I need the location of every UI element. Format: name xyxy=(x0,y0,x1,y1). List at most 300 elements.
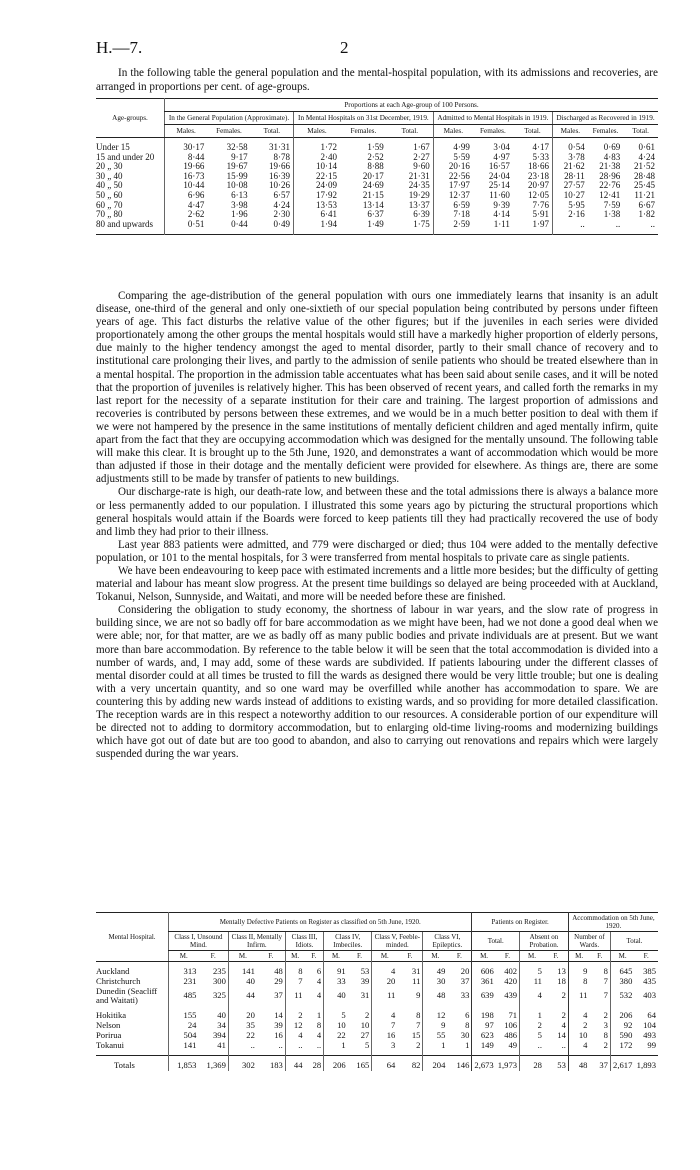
age-table-cell: 1·11 xyxy=(493,218,510,229)
age-table-cell: 4·14 xyxy=(493,209,510,220)
hospital-table-cell: 2 xyxy=(568,1021,589,1031)
hospital-table-cell: 11 xyxy=(568,987,589,1007)
age-table-cell: 4·47 xyxy=(165,201,208,211)
hospital-name: Hokitika xyxy=(96,1010,127,1021)
hospital-table-cell: 639 xyxy=(472,987,496,1007)
age-group-label: 60 „ 70 xyxy=(96,199,123,210)
hospital-table-cell: 18 xyxy=(557,975,566,986)
hospital-name: Dunedin (Seacliff and Waitati) xyxy=(96,985,158,1006)
hospital-table-cell: 4 xyxy=(316,990,322,1001)
hospital-table-cell: 504 xyxy=(169,1031,199,1041)
female-column-header: F. xyxy=(597,952,603,960)
hospital-table-cell: 486 xyxy=(504,1029,518,1040)
hospital-table-cell: 12 xyxy=(285,1021,304,1031)
age-table-cell: 28·11 xyxy=(553,172,588,182)
hospital-table-cell: 16 xyxy=(372,1031,398,1041)
hospital-table-cell: 420 xyxy=(504,975,518,986)
hospital-row xyxy=(96,1031,658,1041)
hospital-table-cell: 91 xyxy=(324,967,348,977)
age-table-cell: 2·30 xyxy=(273,209,290,220)
hospital-table-cell: 104 xyxy=(643,1019,656,1030)
hospital-table-cell: 11 xyxy=(412,975,421,986)
hospital-table-cell: .. xyxy=(561,1039,566,1050)
hospital-row xyxy=(96,967,658,977)
age-table-cell: 1·75 xyxy=(413,218,430,229)
hospital-table-cell: 48 xyxy=(423,987,447,1007)
age-group-label: 40 „ 50 xyxy=(96,180,123,191)
age-table-sub-header: Males. xyxy=(433,125,473,138)
hospital-table-cell: 385 xyxy=(643,966,656,976)
age-table-cell: 3·98 xyxy=(231,199,248,210)
hospital-table-cell: 623 xyxy=(472,1031,496,1041)
age-table-cell: 22·15 xyxy=(294,172,340,182)
hospital-table-cell: 53 xyxy=(557,1060,566,1071)
age-table-sub-header: Females. xyxy=(592,127,619,135)
age-table-cell: 5·59 xyxy=(433,153,473,163)
hospital-table-cell: 532 xyxy=(610,987,634,1007)
hospital-table-cell: 493 xyxy=(643,1029,656,1040)
hospital-table-cell: 41 xyxy=(217,1039,226,1050)
age-table-cell: 15·99 xyxy=(226,170,248,181)
age-table-cell: 9·39 xyxy=(493,199,510,210)
hospital-table-cell: 380 xyxy=(610,977,634,987)
age-table-cell: 9·60 xyxy=(413,161,430,172)
age-table-cell: 4·99 xyxy=(433,143,473,153)
hospital-table-cell: 28 xyxy=(520,1061,544,1071)
age-table-cell: 8·88 xyxy=(367,161,384,172)
male-column-header: M. xyxy=(372,951,398,962)
hospital-table-cell: 590 xyxy=(610,1031,634,1041)
age-table-cell: 20·97 xyxy=(528,180,549,191)
hospital-row xyxy=(96,1021,658,1031)
male-column-header: M. xyxy=(472,951,496,962)
register-total-header: Total. xyxy=(472,932,520,951)
age-table-cell: 24·04 xyxy=(488,170,510,181)
hospital-row xyxy=(96,1041,658,1051)
age-table-cell: 1·67 xyxy=(413,142,430,152)
age-table-sub-header: Total. xyxy=(263,127,281,135)
female-column-header: F. xyxy=(643,952,649,960)
age-table-cell: 11·60 xyxy=(489,189,510,200)
hospital-table-cell: 48 xyxy=(568,1061,589,1071)
hospital-table-cell: 394 xyxy=(213,1029,226,1040)
age-table-cell: 19·66 xyxy=(165,162,208,172)
hospital-name: Porirua xyxy=(96,1029,122,1040)
class-header: Class I, Unsound Mind. xyxy=(169,932,229,951)
hospital-table-cell: 1,973 xyxy=(497,1060,518,1071)
hospital-table-cell: 9 xyxy=(423,1021,447,1031)
age-group-label: Under 15 xyxy=(96,142,130,152)
hospital-table-cell: 300 xyxy=(213,975,226,986)
age-table-cell: 2·52 xyxy=(367,151,384,162)
hospital-table-cell: .. xyxy=(228,1041,256,1051)
hospital-classification-table xyxy=(96,912,658,1071)
hospital-table-cell: 33 xyxy=(460,990,470,1001)
hospital-table-cell: 37 xyxy=(460,975,470,986)
age-table-cell: 8·78 xyxy=(273,151,290,162)
hospital-table-cell: 9 xyxy=(416,990,421,1001)
age-table-cell: 23·18 xyxy=(528,170,549,181)
age-table-row xyxy=(96,220,658,230)
age-table-cell: 28·48 xyxy=(634,170,655,181)
age-table-cell: 6·96 xyxy=(165,191,208,201)
hospital-table-cell: 485 xyxy=(169,987,199,1007)
hospital-table-cell: 141 xyxy=(228,967,256,977)
paragraph: Comparing the age-distribution of the general population with ours one immediately learns that insanity is an adult disease, one-third of the general and only one-sixtieth of our special population being contributed by persons under fifteen years of age. This fact disturbs the relative value of the other figures; but if the juveniles in each series were divided proportionately among the other groups the mental hospitals would still have a markedly higher proportion of elderly persons, due mainly to the higher tendency amongst the aged to mental disorder, partly to their small chance of recovery and to institutional care prolonging their lives, and partly to the admission of senile patients who should be treated elsewhere than in a mental hospital. The proportion in the admission table accentuates what has been said about senile cases, and it will be noted that the proportion of juveniles is relatively higher. This has been observed of recent years, and called forth the remarks in my last report for the necessity of a separate institution for their care and training. The largest proportion of admissions and recoveries is contributed by persons between these extremes, and we would be in a much better position to deal with them if we were not hampered by the presence in the same institutions of mentally deficient children and aged mentally infirm, quite apart from the fact that they are occupying accommodation which was designed for the mentally unsound. The following table will make this clear. It is brought up to the 5th June, 1920, and demonstrates a want of accommodation which would be more than adjusted if those in their dotage and the mentally deficient were provided for elsewhere. As things are, there are some adjustments still to be made by transfer of patients to new buildings. xyxy=(96,290,658,486)
hospital-table-cell: .. xyxy=(520,1041,544,1051)
hospital-table-cell: 7 xyxy=(372,1021,398,1031)
age-table-cell: 21·38 xyxy=(599,161,621,172)
age-table-group-header: Admitted to Mental Hospitals in 1919. xyxy=(433,112,552,125)
hospital-table-cell: 30 xyxy=(460,1029,470,1040)
hospital-table-cell: 2 xyxy=(285,1011,304,1021)
age-table-cell: .. xyxy=(615,218,621,229)
hospital-table-cell: 4 xyxy=(372,1011,398,1021)
age-table-cell: .. xyxy=(553,220,588,230)
hospital-table-cell: 53 xyxy=(360,966,370,976)
age-table-cell: 21·62 xyxy=(553,162,588,172)
age-table-sub-header: Males. xyxy=(553,125,588,138)
age-table-cell: 30·17 xyxy=(165,143,208,153)
hospital-table-cell: 146 xyxy=(456,1060,470,1071)
age-table-cell: 17·97 xyxy=(433,181,473,191)
hospital-table-cell: 10 xyxy=(568,1031,589,1041)
age-table-cell: 25·45 xyxy=(634,180,655,191)
hospital-table-cell: 403 xyxy=(643,990,656,1001)
hospital-table-cell: 149 xyxy=(472,1041,496,1051)
hospital-table-cell: 235 xyxy=(213,966,226,976)
hospital-table-cell: 3 xyxy=(603,1019,608,1030)
hospital-table-cell: 10 xyxy=(360,1019,370,1030)
age-table-cell: 5·91 xyxy=(532,209,549,220)
hospital-table-cell: 172 xyxy=(610,1041,634,1051)
age-table-cell: 21·15 xyxy=(362,189,384,200)
hospital-table-cell: 8 xyxy=(465,1019,470,1030)
age-table-cell: 6·39 xyxy=(413,209,430,220)
age-table-sub-header: Females. xyxy=(480,127,506,135)
defective-patients-header: Mentally Defective Patients on Register as classified on 5th June, 1920. xyxy=(169,913,472,932)
male-column-header: M. xyxy=(285,951,304,962)
hospital-table-cell: 49 xyxy=(508,1039,518,1050)
male-column-header: M. xyxy=(610,951,634,962)
age-table-cell: 7·59 xyxy=(603,199,621,210)
age-table-cell: 10·14 xyxy=(294,162,340,172)
paragraph: Considering the obligation to study economy, the shortness of labour in war years, and the slow rate of progress in building since, we are not so badly off for bare accommodation as we might have been, had we not done a good deal when we were able; nor, for that matter, are we as badly off as many public bodies and private individuals are at present. But we want more than bare accommodation. By reference to the table below it will be seen that the total accommodation is divided into a number of wards, and, I may add, some of these wards are subdivided. If patients labouring under the different classes of mental disorder could at all times be trusted to fill the wards as designed there would be very little trouble; but one is dealing with a very uncertain quantity, and so one ward may be overfilled while another has accommodation to spare. We are countering this by adding new wards instead of additions to existing wards, and so providing for more detailed classification. The reception wards are in this respect a noteworthy addition to our resources. A considerable portion of our expenditure will be directed not to adding to dormitory accommodation, but to enlarging old-time living-rooms and modernizing buildings which have got out of date but are too good to abandon, and also to carrying out renovations and repairs which were largely suspended during the war years. xyxy=(96,604,658,761)
age-table-cell: 0·49 xyxy=(273,218,290,229)
age-table-cell: 2·62 xyxy=(165,210,208,220)
accommodation-total-header: Total. xyxy=(610,932,658,951)
age-table-cell: 12·41 xyxy=(599,189,621,200)
male-column-header: M. xyxy=(169,951,199,962)
hospital-table-cell: 183 xyxy=(269,1060,283,1071)
hospital-table-cell: 402 xyxy=(504,966,518,976)
age-table-cell: .. xyxy=(650,218,655,229)
hospital-table-cell: 3 xyxy=(372,1041,398,1051)
female-column-header: F. xyxy=(268,952,274,960)
male-column-header: M. xyxy=(568,951,589,962)
hospital-table-cell: 39 xyxy=(274,1019,283,1030)
hospital-table-cell: 11 xyxy=(285,987,304,1007)
hospital-table-cell: 8 xyxy=(316,1019,322,1030)
hospital-table-cell: 33 xyxy=(324,977,348,987)
age-table-cell: 1·96 xyxy=(231,209,248,220)
hospital-table-cell: 435 xyxy=(643,975,656,986)
hospital-table-cell: 439 xyxy=(504,990,518,1001)
age-table-cell: 31·31 xyxy=(269,142,290,152)
male-column-header: M. xyxy=(423,951,447,962)
hospital-table-cell: 4 xyxy=(316,975,322,986)
hospital-table-cell: 22 xyxy=(228,1031,256,1041)
patients-on-register-header: Patients on Register. xyxy=(472,913,568,932)
document-reference: H.—7. xyxy=(96,38,143,57)
hospital-table-cell: 40 xyxy=(228,977,256,987)
female-column-header: F. xyxy=(553,952,559,960)
hospital-table-cell: 8 xyxy=(416,1010,421,1021)
age-group-table xyxy=(96,98,658,235)
age-table-cell: 16·57 xyxy=(488,161,510,172)
hospital-table-cell: 1,369 xyxy=(206,1060,226,1071)
age-table-cell: 19·29 xyxy=(408,189,430,200)
hospital-table-cell: 44 xyxy=(285,1061,304,1071)
page-number: 2 xyxy=(340,38,349,57)
hospital-table-cell: 31 xyxy=(360,990,370,1001)
hospital-table-cell: 40 xyxy=(324,987,348,1007)
age-table-group-header: In Mental Hospitals on 31st December, 1919. xyxy=(294,112,434,125)
hospital-table-cell: 4 xyxy=(316,1029,322,1040)
hospital-table-cell: 106 xyxy=(504,1019,518,1030)
age-table-cell: 13·14 xyxy=(362,199,384,210)
hospital-table-cell: 2 xyxy=(561,990,566,1001)
age-group-label: 80 and upwards xyxy=(96,218,153,229)
age-group-label: 20 „ 30 xyxy=(96,161,123,172)
age-table-cell: 3·78 xyxy=(553,153,588,163)
age-table-cell: 4·24 xyxy=(273,199,290,210)
age-table-cell: 28·96 xyxy=(599,170,621,181)
hospital-table-cell: 2,673 xyxy=(472,1061,496,1071)
age-table-cell: 1·94 xyxy=(294,220,340,230)
hospital-table-cell: 198 xyxy=(472,1011,496,1021)
age-table-cell: 24·35 xyxy=(408,180,430,191)
hospital-table-cell: 8 xyxy=(603,1029,608,1040)
hospital-table-cell: 64 xyxy=(372,1061,398,1071)
age-table-cell: 0·44 xyxy=(231,218,248,229)
hospital-name: Nelson xyxy=(96,1019,121,1030)
hospital-table-cell: 48 xyxy=(274,966,283,976)
male-column-header: M. xyxy=(228,951,256,962)
hospital-table-cell: .. xyxy=(316,1039,322,1050)
hospital-table-cell: 2 xyxy=(520,1021,544,1031)
hospital-table-cell: 1 xyxy=(324,1041,348,1051)
age-table-cell: 6·59 xyxy=(433,201,473,211)
age-table-cell: 10·26 xyxy=(269,180,290,191)
female-column-header: F. xyxy=(407,952,413,960)
hospital-table-cell: 606 xyxy=(472,967,496,977)
hospital-table-cell: 11 xyxy=(372,987,398,1007)
hospital-table-cell: 204 xyxy=(423,1061,447,1071)
age-table-cell: 8·44 xyxy=(165,153,208,163)
age-table-cell: 1·72 xyxy=(294,143,340,153)
hospital-table-cell: 4 xyxy=(561,1019,566,1030)
hospital-table-cell: 302 xyxy=(228,1061,256,1071)
hospital-table-cell: 14 xyxy=(557,1029,566,1040)
hospital-table-cell: 39 xyxy=(360,975,370,986)
age-table-cell: 5·33 xyxy=(532,151,549,162)
age-group-label: 70 „ 80 xyxy=(96,209,123,220)
age-table-cell: 12·37 xyxy=(433,191,473,201)
age-table-sub-header: Females. xyxy=(350,127,377,135)
age-table-cell: 10·27 xyxy=(553,191,588,201)
intro-paragraph: In the following table the general population and the mental-hospital population, with its admissions and recoveries, are arranged in proportions per cent. of age-groups. xyxy=(96,67,658,94)
age-table-cell: 12·05 xyxy=(528,189,549,200)
hospital-table-cell: 5 xyxy=(364,1039,370,1050)
age-table-sub-header: Males. xyxy=(165,125,208,138)
hospital-table-cell: 13 xyxy=(557,966,566,976)
hospital-table-cell: 92 xyxy=(610,1021,634,1031)
hospital-table-cell: 1,853 xyxy=(169,1061,199,1071)
hospital-table-cell: .. xyxy=(278,1039,283,1050)
paragraph: We have been endeavouring to keep pace with estimated increments and a little more besides; but the difficulty of getting material and labour has meant slow progress. At the present time buildings so delayed are being proceeded with at Auckland, Tokanui, Nelson, Sunnyside, and Waitati, and more will be needed before these are finished. xyxy=(96,564,658,604)
hospital-table-cell: 2 xyxy=(603,1010,608,1021)
hospital-table-cell: 71 xyxy=(508,1010,518,1021)
age-table-cell: 22·76 xyxy=(599,180,621,191)
age-table-cell: 0·51 xyxy=(165,220,208,230)
age-group-label: 15 and under 20 xyxy=(96,151,155,162)
hospital-table-cell: 99 xyxy=(647,1039,656,1050)
hospital-table-cell: .. xyxy=(285,1041,304,1051)
body-text xyxy=(96,290,658,761)
hospital-table-cell: 12 xyxy=(423,1011,447,1021)
page-header xyxy=(96,38,656,58)
hospital-table-cell: 1 xyxy=(465,1039,470,1050)
hospital-table-cell: 97 xyxy=(472,1021,496,1031)
paragraph: Last year 883 patients were admitted, and 779 were discharged or died; thus 104 were added to the mentally defective population, or 101 to the mental hospitals, for 3 were transferred from mental hospitals to private care as single patients. xyxy=(96,538,658,564)
age-table-cell: 9·17 xyxy=(231,151,248,162)
age-table-sub-header: Total. xyxy=(524,127,541,135)
age-group-label: 50 „ 60 xyxy=(96,189,123,200)
hospital-table-cell: 28 xyxy=(312,1060,322,1071)
hospital-table-cell: 141 xyxy=(169,1041,199,1051)
hospital-table-cell: 34 xyxy=(217,1019,226,1030)
age-table-cell: 6·41 xyxy=(294,210,340,220)
female-column-header: F. xyxy=(504,952,510,960)
hospital-table-cell: 1 xyxy=(520,1011,544,1021)
age-table-sub-header: Females. xyxy=(216,127,242,135)
hospital-table-cell: 35 xyxy=(228,1021,256,1031)
age-table-sub-header: Males. xyxy=(294,125,340,138)
hospital-table-cell: 7 xyxy=(416,1019,421,1030)
age-table-cell: 7·18 xyxy=(433,210,473,220)
hospital-table-cell: 4 xyxy=(285,1031,304,1041)
hospital-table-cell: 37 xyxy=(274,990,283,1001)
age-table-cell: 21·31 xyxy=(408,170,430,181)
class-header: Class VI, Epileptics. xyxy=(423,932,472,951)
age-table-cell: 32·58 xyxy=(226,142,248,152)
hospital-table-cell: 155 xyxy=(169,1011,199,1021)
age-table-cell: 6·37 xyxy=(367,209,384,220)
age-table-cell: 13·53 xyxy=(294,201,340,211)
hospital-table-cell: 7 xyxy=(285,977,304,987)
male-column-header: M. xyxy=(324,951,348,962)
hospital-table-cell: 5 xyxy=(520,1031,544,1041)
age-table-cell: 10·44 xyxy=(165,181,208,191)
hospital-table-cell: 645 xyxy=(610,967,634,977)
age-table-sub-header: Total. xyxy=(401,127,419,135)
hospital-table-cell: 14 xyxy=(274,1010,283,1021)
paragraph: Our discharge-rate is high, our death-rate low, and between these and the total admissions there is always a balance more or less permanently added to our population. I illustrated this some years ago by picturing the structural proportions which general hospitals would attain if the Boards were forced to keep patients till they had practically recovered the use of body and limb they had prior to their illness. xyxy=(96,486,658,538)
hospital-table-cell: 1 xyxy=(423,1041,447,1051)
hospital-table-cell: 44 xyxy=(228,987,256,1007)
class-header: Class IV, Imbeciles. xyxy=(324,932,372,951)
hospital-table-cell: 2 xyxy=(561,1010,566,1021)
age-table-cell: 6·67 xyxy=(638,199,655,210)
hospital-table-cell: 1 xyxy=(316,1010,322,1021)
hospital-table-cell: 29 xyxy=(274,975,283,986)
age-table-group-header: Discharged as Recovered in 1919. xyxy=(553,112,659,125)
hospital-table-cell: 22 xyxy=(324,1031,348,1041)
age-table-sub-header: Total. xyxy=(632,127,649,135)
accommodation-header: Accommodation on 5th June, 1920. xyxy=(568,913,658,932)
female-column-header: F. xyxy=(456,952,462,960)
male-column-header: M. xyxy=(520,951,544,962)
age-table-cell: 7·76 xyxy=(532,199,549,210)
hospital-row xyxy=(96,1011,658,1021)
hospital-table-cell: 2,617 xyxy=(610,1061,634,1071)
age-table-cell: 10·08 xyxy=(226,180,248,191)
hospital-table-cell: 20 xyxy=(372,977,398,987)
age-table-cell: 2·16 xyxy=(553,210,588,220)
age-table-cell: 1·49 xyxy=(367,218,384,229)
class-header: Class V, Feeble-minded. xyxy=(372,932,423,951)
age-group-label: 30 „ 40 xyxy=(96,170,123,181)
age-table-cell: 2·27 xyxy=(413,151,430,162)
hospital-table-cell: 49 xyxy=(423,967,447,977)
age-table-cell: 0·54 xyxy=(553,143,588,153)
hospital-name: Totals xyxy=(114,1060,135,1071)
age-table-cell: 4·97 xyxy=(493,151,510,162)
hospital-table-cell: 82 xyxy=(411,1060,421,1071)
age-table-cell: 21·52 xyxy=(634,161,655,172)
hospital-table-cell: 325 xyxy=(213,990,226,1001)
hospital-table-cell: 24 xyxy=(169,1021,199,1031)
hospital-name: Tokanui xyxy=(96,1039,125,1050)
hospital-table-cell: 64 xyxy=(647,1010,656,1021)
age-table-cell: 19·67 xyxy=(226,161,248,172)
age-table-cell: 13·37 xyxy=(408,199,430,210)
hospital-table-cell: 11 xyxy=(520,977,544,987)
age-table-cell: 20·16 xyxy=(433,162,473,172)
hospital-table-cell: 2 xyxy=(416,1039,421,1050)
hospital-table-cell: 31 xyxy=(411,966,421,976)
hospital-table-cell: 40 xyxy=(217,1010,226,1021)
hospital-table-cell: 206 xyxy=(610,1011,634,1021)
age-table-cell: 1·59 xyxy=(367,142,384,152)
age-table-cell: 0·69 xyxy=(603,142,621,152)
hospital-table-cell: 1,893 xyxy=(636,1060,656,1071)
absent-on-probation-header: Absent on Probation. xyxy=(520,932,569,951)
age-groups-header: Age-groups. xyxy=(96,99,165,138)
hospital-table-cell: 4 xyxy=(372,967,398,977)
hospital-table-cell: 6 xyxy=(316,966,322,976)
hospital-table-cell: 4 xyxy=(568,1011,589,1021)
age-table-cell: 2·40 xyxy=(294,153,340,163)
age-table-group-header: In the General Population (Approximate). xyxy=(165,112,294,125)
age-table-cell: 3·04 xyxy=(493,142,510,152)
age-table-cell: 2·59 xyxy=(433,220,473,230)
female-column-header: F. xyxy=(210,952,216,960)
number-of-wards-header: Number of Wards. xyxy=(568,932,610,951)
hospital-table-cell: 27 xyxy=(360,1029,370,1040)
age-table-cell: 16·73 xyxy=(165,172,208,182)
